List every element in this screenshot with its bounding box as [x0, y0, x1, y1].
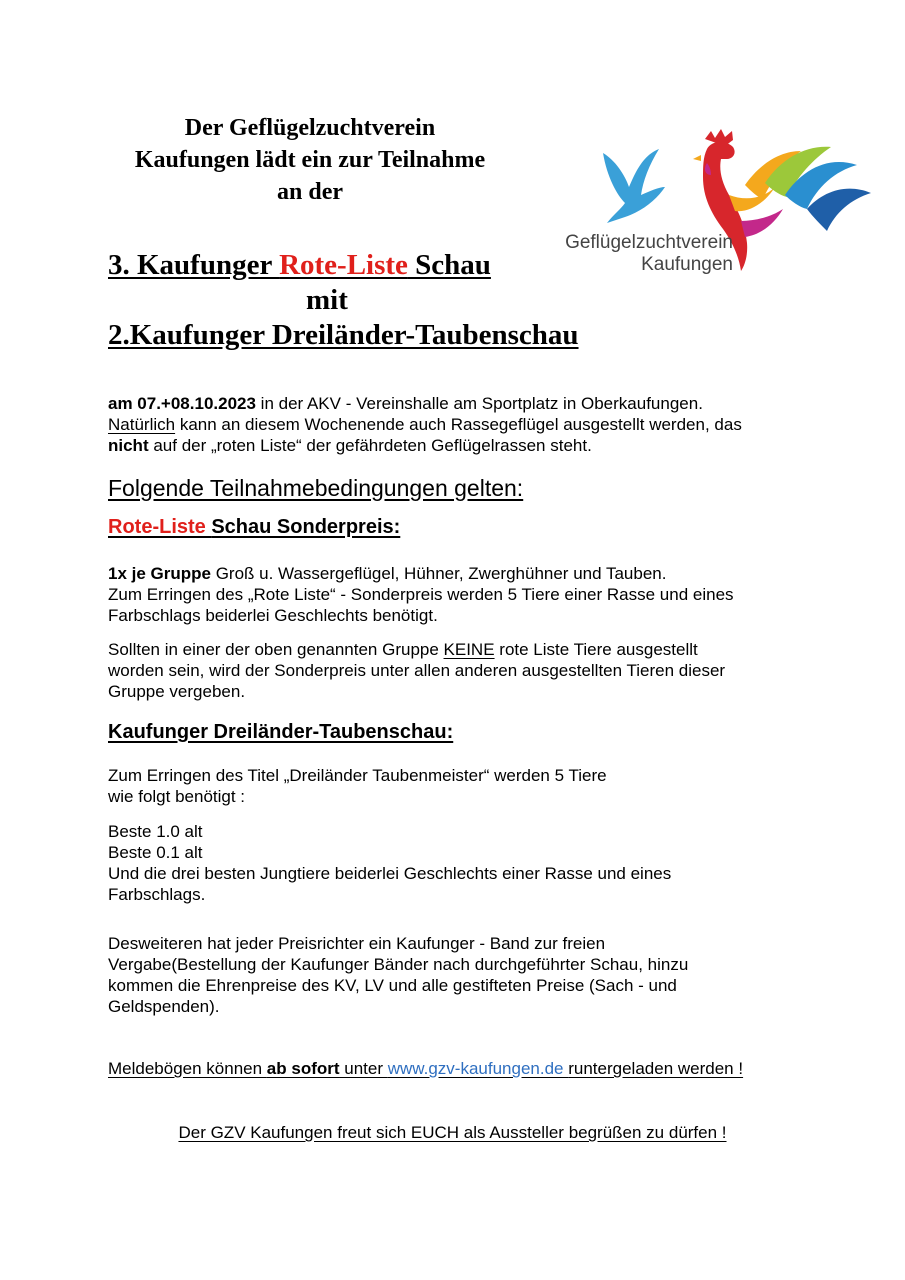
further-line-4: Geldspenden).: [108, 997, 220, 1016]
title-line-2: mit: [306, 284, 348, 316]
rote-liste-paragraph-2: [108, 639, 808, 702]
rote-liste-p1-line-3: Farbschlags beiderlei Geschlechts benötigt.: [108, 606, 438, 625]
dreilaender-paragraph: [108, 765, 808, 807]
dreilaender-heading: Kaufunger Dreiländer-Taubenschau:: [108, 721, 454, 743]
further-line-3: kommen die Ehrenpreise des KV, LV und alle gestifteten Preise (Sach - und: [108, 976, 677, 995]
dreilaender-p1-line-2: wie folgt benötigt :: [108, 787, 246, 806]
dreilaender-p1-line-1: Zum Erringen des Titel „Dreiländer Taubenmeister“ werden 5 Tiere: [108, 766, 607, 785]
list-item: Farbschlags.: [108, 885, 206, 904]
rote-liste-heading-rest: Schau Sonderpreis:: [211, 516, 401, 538]
intro-heading: [108, 112, 512, 208]
rote-liste-p2-line-2: worden sein, wird der Sonderpreis unter allen anderen ausgestellten Tieren dieser: [108, 661, 726, 680]
forms-pre: Meldebögen können: [108, 1059, 267, 1078]
title-rote-liste: Rote-Liste: [279, 249, 408, 281]
further-line-1: Desweiteren hat jeder Preisrichter ein Kaufunger - Band zur freien: [108, 934, 606, 953]
conditions-heading: Folgende Teilnahmebedingungen gelten:: [108, 475, 524, 501]
further-paragraph: [108, 933, 808, 1017]
logo-text-line-1: Geflügelzuchtverein: [565, 232, 733, 253]
intro-line-2: Kaufungen lädt ein zur Teilnahme: [134, 147, 486, 173]
keine-word: KEINE: [443, 640, 495, 659]
event-paragraph: [108, 393, 808, 456]
event-line-2: kann an diesem Wochenende auch Rassegeflügel ausgestellt werden, das: [175, 415, 742, 434]
closing-line: Der GZV Kaufungen freut sich EUCH als Aussteller begrüßen zu dürfen !: [178, 1123, 727, 1142]
groups-text: Groß u. Wassergeflügel, Hühner, Zwerghühner und Tauben.: [210, 564, 667, 583]
event-date: am 07.+08.10.2023: [108, 394, 256, 413]
website-link[interactable]: www.gzv-kaufungen.de: [387, 1059, 569, 1078]
title-line-1-post: Schau: [407, 249, 491, 281]
event-location: in der AKV - Vereinshalle am Sportplatz in Oberkaufungen.: [255, 394, 703, 413]
list-item: Beste 0.1 alt: [108, 843, 203, 862]
naturlich-word: Natürlich: [108, 415, 176, 434]
forms-mid: unter: [339, 1059, 388, 1078]
dreilaender-list: [108, 821, 808, 905]
forms-post: runtergeladen werden !: [568, 1059, 744, 1078]
rote-liste-heading: [108, 514, 400, 540]
event-line-3: auf der „roten Liste“ der gefährdeten Geflügelrassen steht.: [148, 436, 592, 455]
rote-liste-p1-line-2: Zum Erringen des „Rote Liste“ - Sonderpreis werden 5 Tiere einer Rasse und eines: [108, 585, 734, 604]
list-item: Und die drei besten Jungtiere beiderlei Geschlechts einer Rasse und eines: [108, 864, 672, 883]
forms-bold: ab sofort: [266, 1059, 340, 1078]
rote-liste-heading-red: Rote-Liste: [108, 516, 212, 538]
per-group-label: 1x je Gruppe: [108, 564, 211, 583]
title-line-1-pre: 3. Kaufunger: [108, 249, 280, 281]
intro-line-1: Der Geflügelzuchtverein: [184, 115, 436, 141]
list-item: Beste 1.0 alt: [108, 822, 203, 841]
logo-text: [552, 232, 733, 276]
title-line-3: 2.Kaufunger Dreiländer-Taubenschau: [108, 319, 579, 351]
dove-icon: [603, 149, 665, 223]
logo-text-line-2: Kaufungen: [641, 254, 733, 275]
title-line-1: [108, 247, 491, 283]
nicht-word: nicht: [108, 436, 149, 455]
rote-liste-p2-pre: Sollten in einer der oben genannten Gruppe: [108, 640, 444, 659]
rote-liste-p2-line-3: Gruppe vergeben.: [108, 682, 246, 701]
forms-line: [108, 1058, 828, 1079]
intro-line-3: an der: [277, 179, 343, 205]
rote-liste-p2-post: rote Liste Tiere ausgestellt: [494, 640, 698, 659]
further-line-2: Vergabe(Bestellung der Kaufunger Bänder nach durchgeführter Schau, hinzu: [108, 955, 689, 974]
rote-liste-paragraph-1: [108, 563, 808, 626]
